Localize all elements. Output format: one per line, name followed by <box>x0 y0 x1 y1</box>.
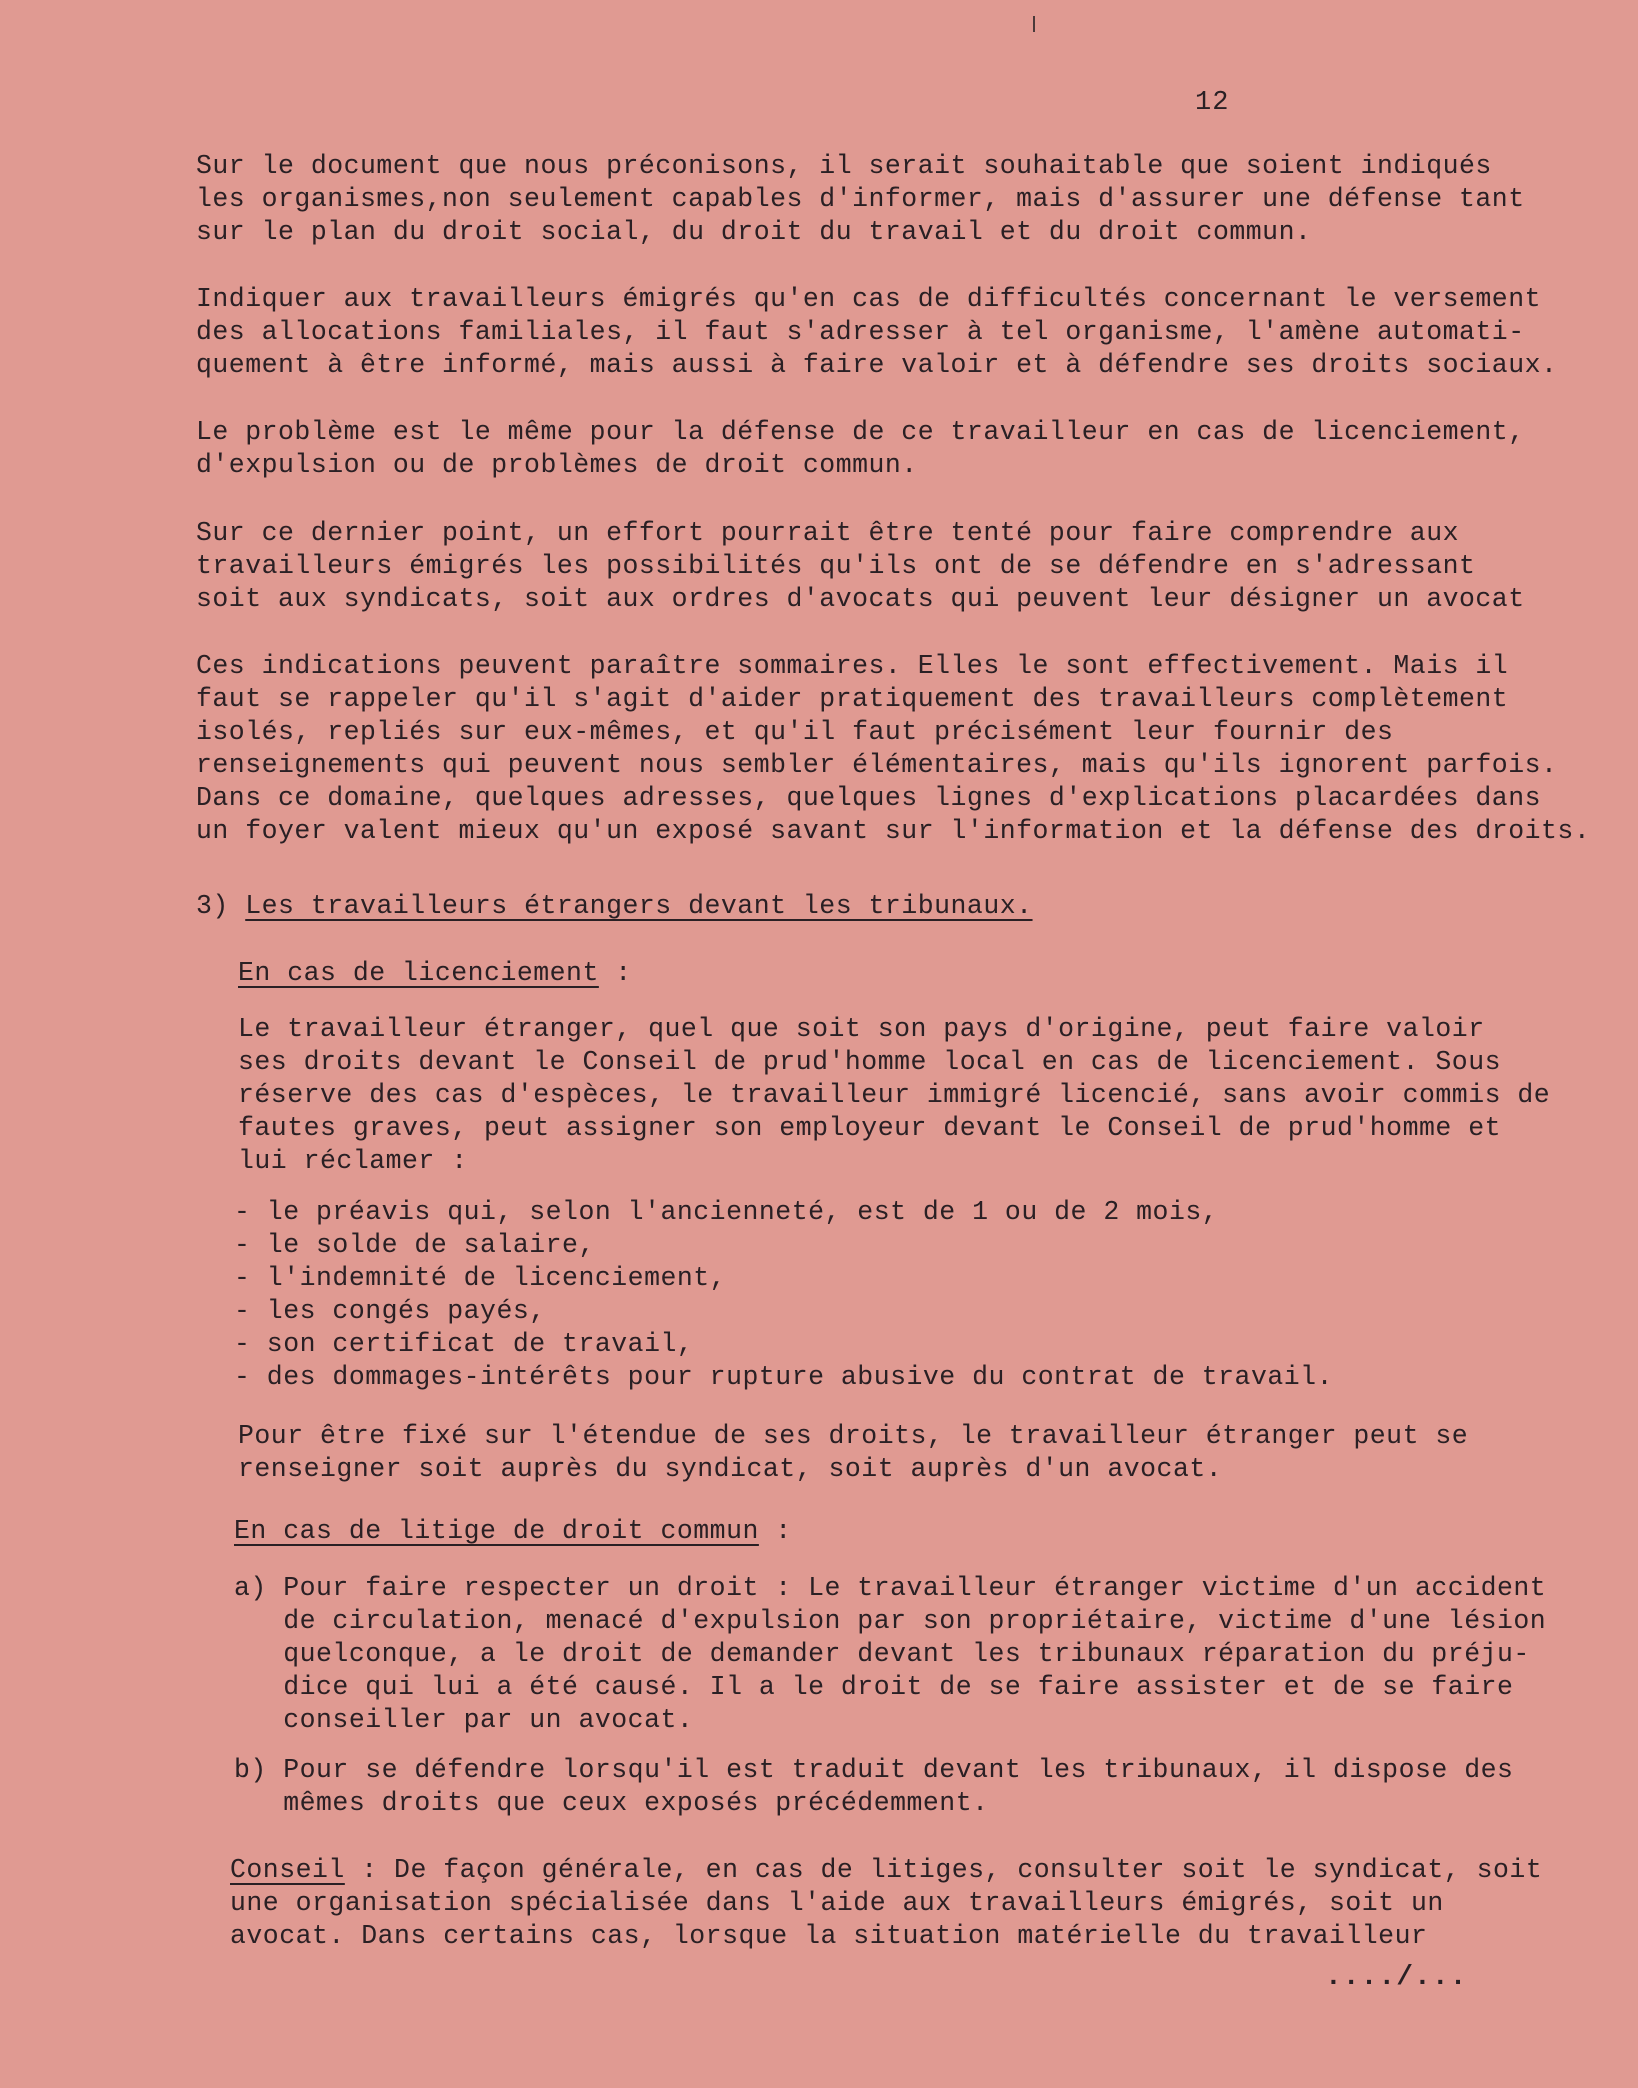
text-line: conseiller par un avocat. <box>234 1705 694 1735</box>
text-line: Sur le document que nous préconisons, il serait souhaitable que soient indiqués <box>196 151 1492 181</box>
text-line: travailleurs émigrés les possibilités qu'ils ont de se défendre en s'adressant <box>196 551 1476 581</box>
text-line: renseignements qui peuvent nous sembler élémentaires, mais qu'ils ignorent parfois. <box>196 750 1558 780</box>
text-line: quement à être informé, mais aussi à faire valoir et à défendre ses droits sociaux. <box>196 350 1558 380</box>
text-line: Le travailleur étranger, quel que soit son pays d'origine, peut faire valoir <box>238 1014 1485 1044</box>
text-line: réserve des cas d'espèces, le travailleur immigré licencié, sans avoir commis de <box>238 1080 1551 1110</box>
text-line: avocat. Dans certains cas, lorsque la situation matérielle du travailleur <box>230 1921 1428 1951</box>
text-line: d'expulsion ou de problèmes de droit commun. <box>196 450 918 480</box>
text-line: Ces indications peuvent paraître sommaires. Elles le sont effectivement. Mais il <box>196 651 1509 681</box>
subheading-text: En cas de licenciement <box>238 958 599 988</box>
paragraph-indications <box>196 650 1590 848</box>
text-line: un foyer valent mieux qu'un exposé savant sur l'information et la défense des droits. <box>196 816 1591 846</box>
subheading-litige <box>234 1515 792 1548</box>
text-line: mêmes droits que ceux exposés précédemment. <box>234 1788 989 1818</box>
list-item: - son certificat de travail, <box>234 1329 694 1359</box>
subheading-colon: : <box>598 958 632 988</box>
text-line: isolés, repliés sur eux-mêmes, et qu'il faut précisément leur fournir des <box>196 717 1394 747</box>
list-licenciement-rights <box>234 1196 1333 1394</box>
text-line: Pour être fixé sur l'étendue de ses droits, le travailleur étranger peut se <box>238 1421 1469 1451</box>
text-line: faut se rappeler qu'il s'agit d'aider pratiquement des travailleurs complètement <box>196 684 1509 714</box>
conseil-first-line: : De façon générale, en cas de litiges, consulter soit le syndicat, soit <box>344 1855 1543 1885</box>
conseil-label: Conseil <box>230 1855 345 1885</box>
text-line: de circulation, menacé d'expulsion par son propriétaire, victime d'une lésion <box>234 1606 1547 1636</box>
text-line <box>230 1854 1542 1887</box>
text-line: des allocations familiales, il faut s'adresser à tel organisme, l'amène automati- <box>196 317 1525 347</box>
list-item: - l'indemnité de licenciement, <box>234 1263 727 1293</box>
list-item: - le préavis qui, selon l'ancienneté, est de 1 ou de 2 mois, <box>234 1197 1219 1227</box>
text-line: b) Pour se défendre lorsqu'il est traduit devant les tribunaux, il dispose des <box>234 1755 1514 1785</box>
paragraph-document-recommendation <box>196 150 1525 249</box>
paragraph-allocations <box>196 283 1557 382</box>
text-line: Sur ce dernier point, un effort pourrait être tenté pour faire comprendre aux <box>196 518 1459 548</box>
text-line: renseigner soit auprès du syndicat, soit auprès d'un avocat. <box>238 1454 1223 1484</box>
text-line: Le problème est le même pour la défense de ce travailleur en cas de licenciement, <box>196 417 1525 447</box>
paragraph-renseigner <box>238 1420 1468 1486</box>
list-item: - les congés payés, <box>234 1296 546 1326</box>
item-b-se-defendre <box>234 1754 1513 1820</box>
text-line: quelconque, a le droit de demander devant les tribunaux réparation du préju- <box>234 1639 1530 1669</box>
text-line: Dans ce domaine, quelques adresses, quelques lignes d'explications placardées dans <box>196 783 1542 813</box>
paragraph-licenciement-problem <box>196 416 1525 482</box>
item-a-faire-respecter <box>234 1572 1546 1737</box>
continuation-mark: ..../... <box>1325 1962 1468 1993</box>
text-line: une organisation spécialisée dans l'aide aux travailleurs émigrés, soit un <box>230 1888 1444 1918</box>
text-line: ses droits devant le Conseil de prud'homme local en cas de licenciement. Sous <box>238 1047 1501 1077</box>
text-line: sur le plan du droit social, du droit du travail et du droit commun. <box>196 217 1312 247</box>
text-line: fautes graves, peut assigner son employeur devant le Conseil de prud'homme et <box>238 1113 1501 1143</box>
paragraph-conseil <box>230 1854 1542 1953</box>
paragraph-licenciement <box>238 1013 1550 1178</box>
section-number: 3) <box>196 891 229 921</box>
text-line: lui réclamer : <box>238 1146 468 1176</box>
text-line: les organismes,non seulement capables d'informer, mais d'assurer une défense tant <box>196 184 1525 214</box>
text-line: a) Pour faire respecter un droit : Le travailleur étranger victime d'un accident <box>234 1573 1547 1603</box>
page-number: 12 <box>1195 88 1230 118</box>
list-item: - le solde de salaire, <box>234 1230 595 1260</box>
text-line: dice qui lui a été causé. Il a le droit de se faire assister et de se faire <box>234 1672 1514 1702</box>
subheading-colon: : <box>758 1516 792 1546</box>
subheading-text: En cas de litige de droit commun <box>234 1516 759 1546</box>
list-item: - des dommages-intérêts pour rupture abusive du contrat de travail. <box>234 1362 1333 1392</box>
text-line: soit aux syndicats, soit aux ordres d'avocats qui peuvent leur désigner un avocat <box>196 584 1525 614</box>
section-title: Les travailleurs étrangers devant les tribunaux. <box>245 891 1033 921</box>
margin-mark <box>1033 16 1035 32</box>
subheading-licenciement <box>238 957 632 990</box>
section-heading <box>196 890 1033 923</box>
text-line: Indiquer aux travailleurs émigrés qu'en cas de difficultés concernant le versement <box>196 284 1542 314</box>
paragraph-effort <box>196 517 1525 616</box>
